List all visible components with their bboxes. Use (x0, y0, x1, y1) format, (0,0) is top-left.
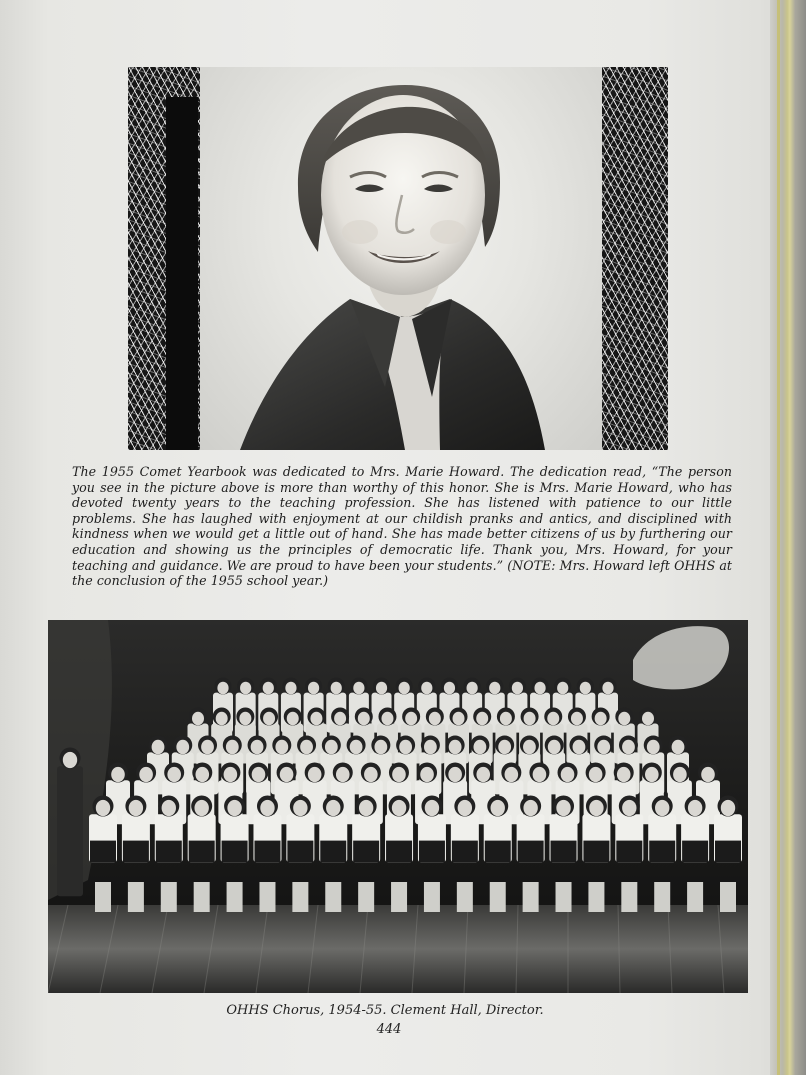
chorus-singer-legs (687, 882, 703, 912)
chorus-photo-illustration (48, 620, 748, 993)
chorus-singer-legs (95, 882, 111, 912)
decorative-black-bar (166, 97, 198, 450)
chorus-singer-legs (654, 882, 670, 912)
chorus-singer (517, 796, 545, 863)
chorus-singer-legs (391, 882, 407, 912)
chorus-singer-legs (424, 882, 440, 912)
chorus-singer-legs (588, 882, 604, 912)
page-number: 444 (376, 1022, 402, 1037)
chorus-singer (188, 796, 216, 863)
chorus-singer (221, 796, 249, 863)
spine-gold-line (777, 0, 780, 1075)
chorus-singer (89, 796, 117, 863)
chorus-singer-legs (720, 882, 736, 912)
portrait-illustration (200, 67, 602, 450)
chorus-singer-legs (128, 882, 144, 912)
chorus-singer (319, 796, 347, 863)
chorus-group-photo (48, 620, 748, 993)
chorus-singer (714, 796, 742, 863)
chorus-singer (352, 796, 380, 863)
chorus-singer (253, 796, 281, 863)
chorus-singer-legs (523, 882, 539, 912)
chorus-singer (57, 748, 83, 897)
chorus-singer (681, 796, 709, 863)
chorus-singer-legs (194, 882, 210, 912)
chorus-singer (550, 796, 578, 863)
chorus-singer (615, 796, 643, 863)
portrait-frame (128, 67, 668, 450)
chorus-singer-legs (161, 882, 177, 912)
chorus-singer (451, 796, 479, 863)
chorus-singer-legs (490, 882, 506, 912)
chorus-singer (418, 796, 446, 863)
chorus-singer (582, 796, 610, 863)
chorus-singer (484, 796, 512, 863)
chorus-singer (286, 796, 314, 863)
dedication-caption: The 1955 Comet Yearbook was dedicated to Mrs. Marie Howard. The dedication read, “The person you see in the picture above is more than worthy of this honor. She is Mrs. Marie Howard, who has devoted twenty years to the teaching profession. She has listened with patience to our little problems. She has laughed with enjoyment at our childish pranks and antics, and disciplined with kindness when we would get a little out of hand. She has made better citizens of us by furthering our education and showing us the principles of democratic life. Thank you, Mrs. Howard, for your teaching and guidance. We are proud to have been your students.” (NOTE: Mrs. Howard left OHHS at the conclusion of the 1955 school year.) (72, 464, 732, 589)
chorus-singer (648, 796, 676, 863)
chorus-singer (155, 796, 183, 863)
book-spine-edge (770, 0, 806, 1075)
portrait-photo-mrs-howard (200, 67, 602, 450)
chorus-singer-legs (292, 882, 308, 912)
chorus-caption: OHHS Chorus, 1954-55. Clement Hall, Director. (226, 1003, 544, 1018)
chorus-singer (385, 796, 413, 863)
chorus-singer-legs (556, 882, 572, 912)
chorus-singer-legs (621, 882, 637, 912)
chorus-singer-legs (325, 882, 341, 912)
crosshatch-border-right (602, 67, 668, 450)
chorus-singer-legs (358, 882, 374, 912)
chorus-singer-legs (227, 882, 243, 912)
chorus-singer (122, 796, 150, 863)
chorus-singer-legs (457, 882, 473, 912)
chorus-singer-legs (259, 882, 275, 912)
